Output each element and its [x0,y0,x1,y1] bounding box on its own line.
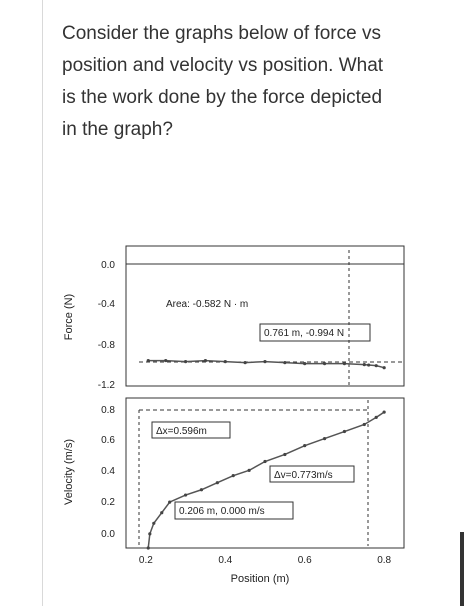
velocity-point [375,416,378,419]
velocity-point [363,423,366,426]
velocity-point [152,522,155,525]
velocity-ytick: 0.0 [101,529,115,540]
x-tick-label: 0.2 [138,555,153,566]
velocity-ylabel: Velocity (m/s) [63,438,75,506]
question-line: in the graph? [62,119,173,140]
velocity-point [323,437,326,440]
x-ticks [139,555,392,566]
velocity-point [248,469,251,472]
force-ytick: -1.2 [97,380,115,391]
dx-annotation: Δx=0.596m [156,426,207,437]
x-tick-label: 0.4 [218,555,233,566]
velocity-point [160,511,163,514]
velocity-ytick: 0.8 [101,405,115,416]
x-axis-label: Position (m) [230,573,290,585]
force-point [147,359,150,362]
force-point [283,361,286,364]
force-series [147,359,386,369]
force-point [363,363,366,366]
velocity-panel [63,398,404,585]
x-tick-label: 0.6 [297,555,312,566]
velocity-point [383,411,386,414]
force-ylabel: Force (N) [63,293,75,341]
velocity-ytick: 0.6 [101,435,115,446]
velocity-point [283,453,286,456]
force-area-annotation: Area: -0.582 N · m [166,299,249,310]
question-line: position and velocity vs position. What [62,55,384,76]
force-point [383,366,386,369]
force-point-annotation: 0.761 m, -0.994 N [264,328,345,339]
velocity-point [184,493,187,496]
force-ytick: -0.8 [97,340,115,351]
velocity-point [148,532,151,535]
velocity-point [343,430,346,433]
velocity-point [303,444,306,447]
velocity-point [168,501,171,504]
dv-annotation: Δv=0.773m/s [274,470,333,481]
question-line: is the work done by the force depicted [62,87,383,108]
velocity-plot-frame [126,398,404,548]
velocity-point [232,474,235,477]
force-point [184,360,187,363]
force-ytick: -0.4 [97,299,115,310]
velocity-point [147,546,150,549]
force-point [244,361,247,364]
force-point [375,364,378,367]
force-point [263,360,266,363]
force-ytick: 0.0 [101,260,115,271]
velocity-point [200,488,203,491]
force-point [303,362,306,365]
question-line: Consider the graphs below of force vs [62,23,381,44]
velocity-point [263,460,266,463]
force-point [323,362,326,365]
velocity-point [216,481,219,484]
velocity-point-annotation: 0.206 m, 0.000 m/s [179,506,265,517]
force-point [343,362,346,365]
force-point [367,363,370,366]
force-panel [63,246,404,391]
force-point [164,359,167,362]
velocity-ytick: 0.2 [101,497,115,508]
force-point [224,360,227,363]
velocity-ytick: 0.4 [101,466,115,477]
force-point [204,359,207,362]
x-tick-label: 0.8 [377,555,392,566]
